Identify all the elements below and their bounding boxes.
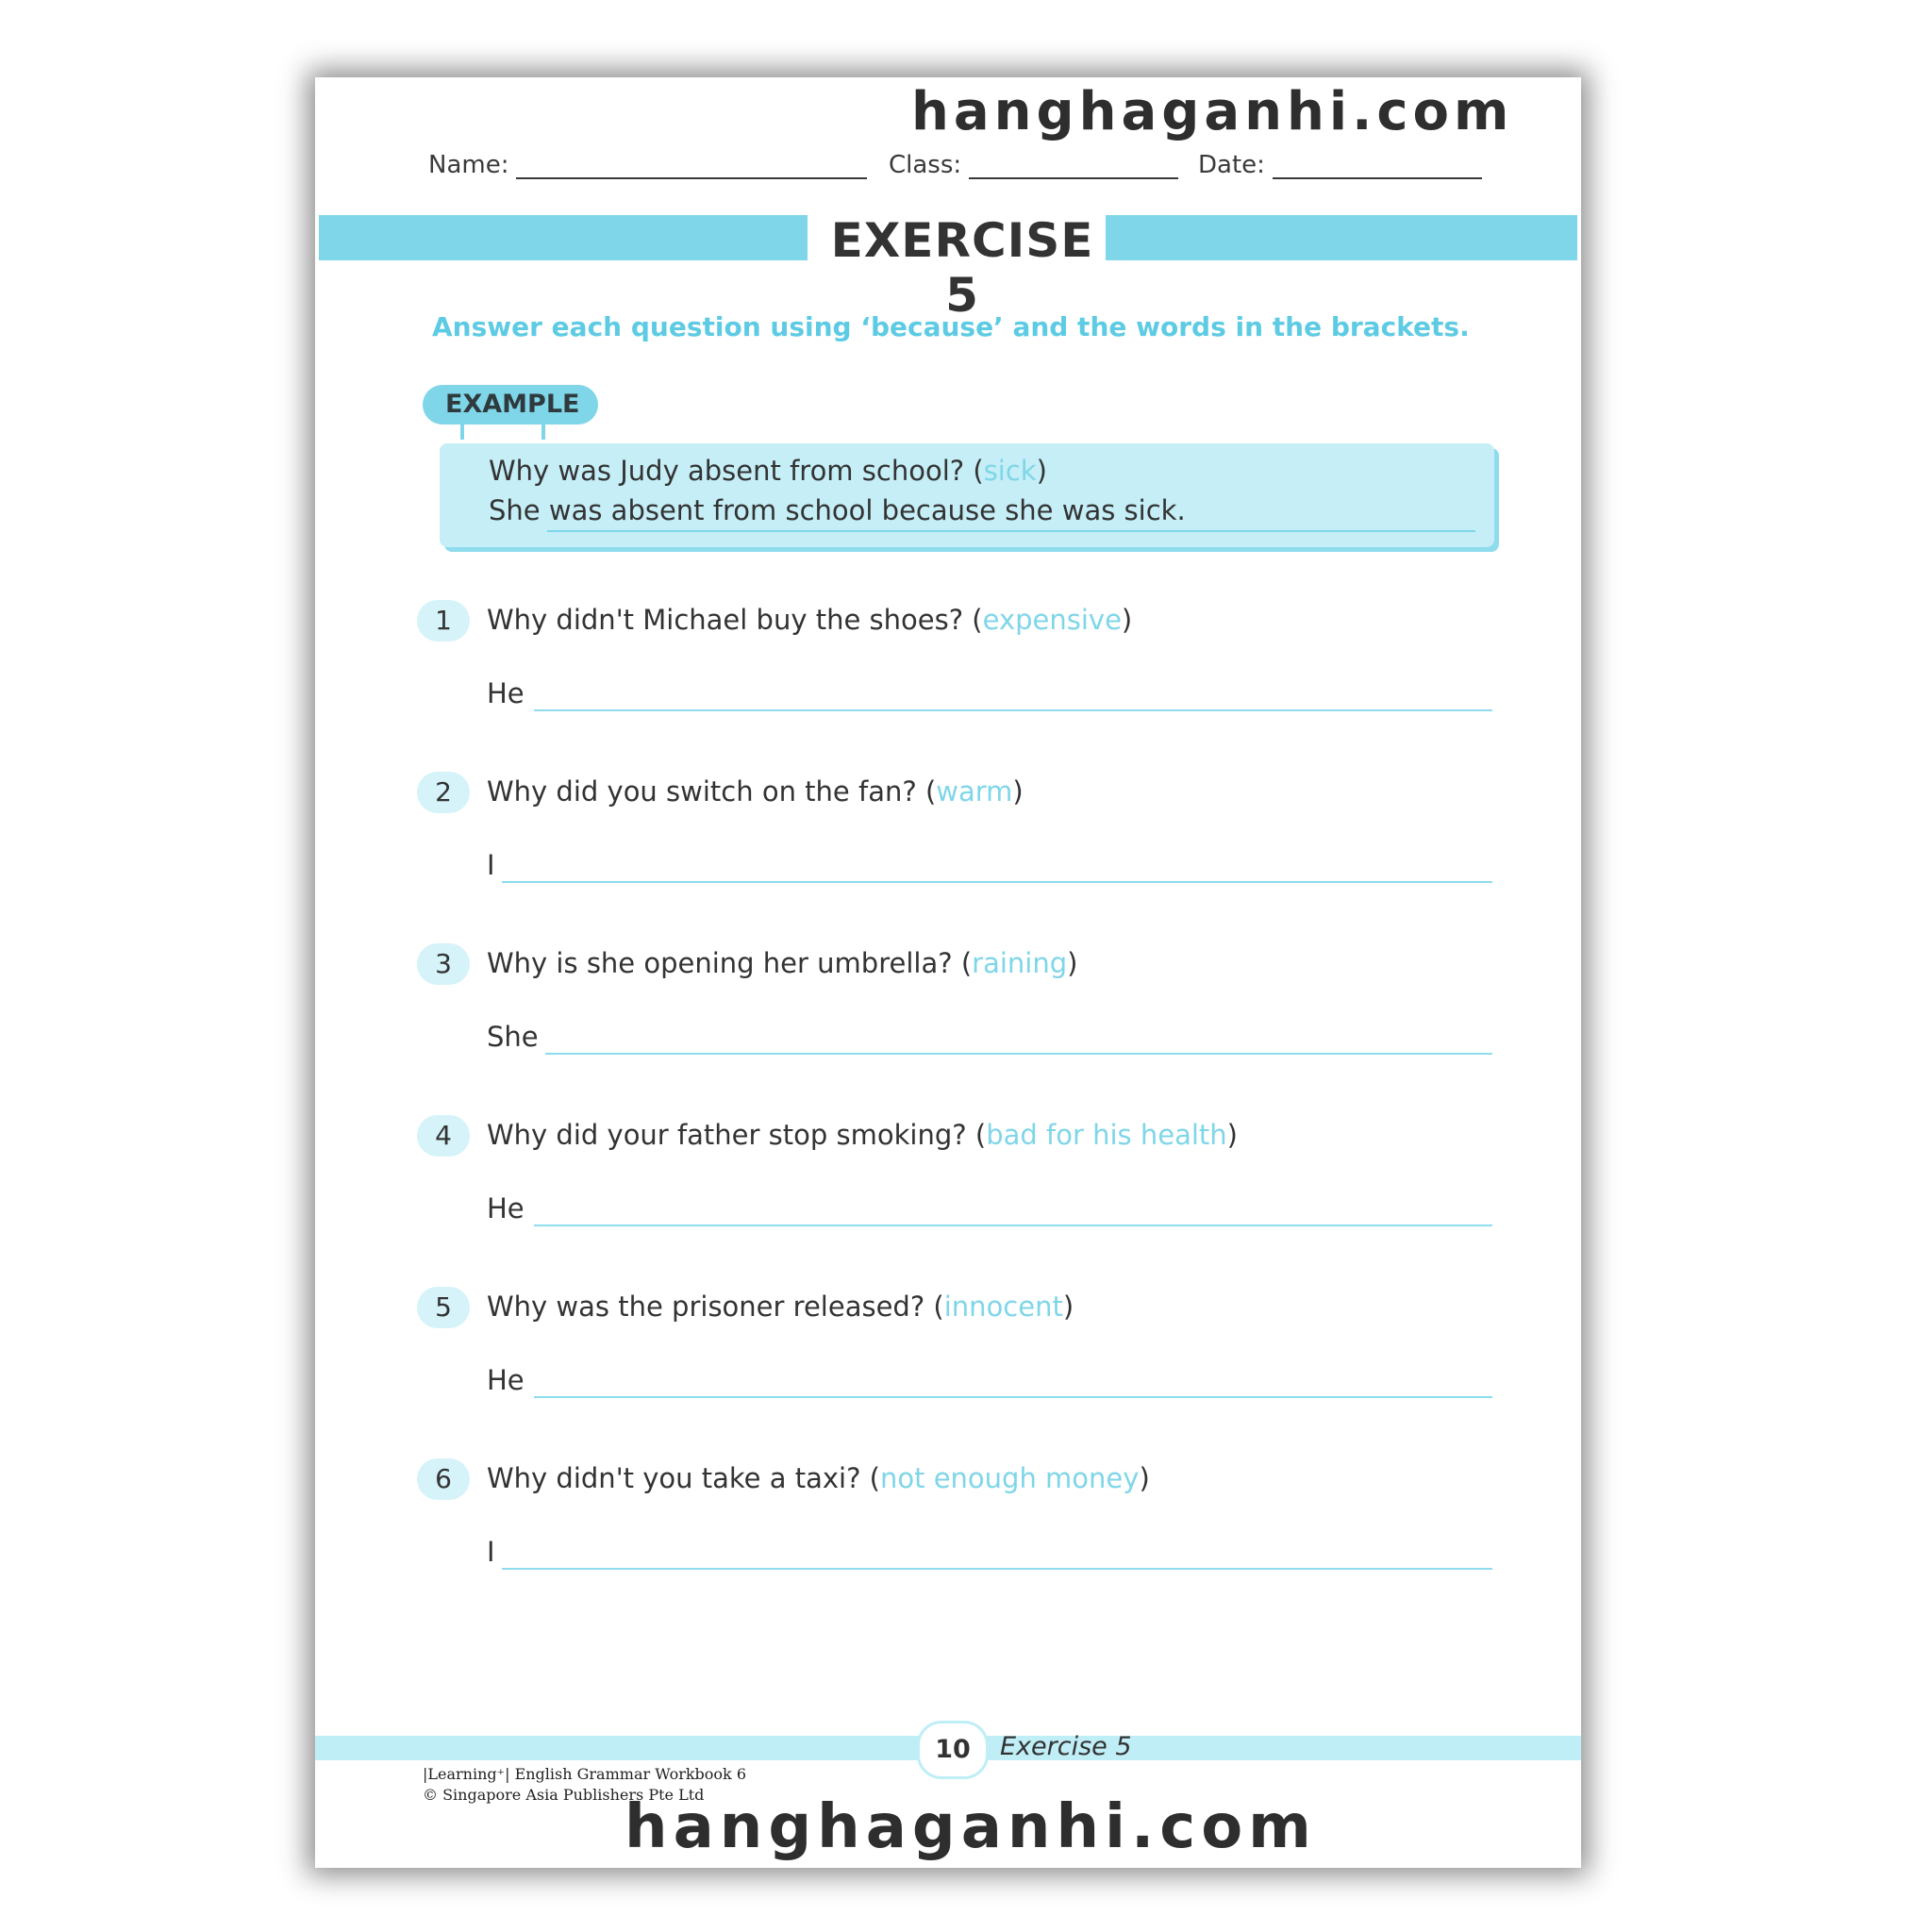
question-hint: not enough money bbox=[880, 1462, 1140, 1494]
question-item bbox=[417, 772, 1492, 885]
answer-start: I bbox=[487, 1536, 495, 1568]
question-item bbox=[417, 943, 1492, 1057]
footer-label: Exercise 5 bbox=[1000, 1732, 1132, 1761]
question-hint: expensive bbox=[982, 604, 1122, 636]
date-line[interactable] bbox=[1273, 155, 1482, 179]
question-item bbox=[417, 1458, 1492, 1572]
watermark-bottom: hanghaganhi.com bbox=[625, 1792, 1317, 1862]
question-number: 6 bbox=[417, 1458, 470, 1500]
question-number: 2 bbox=[417, 772, 470, 813]
answer-line[interactable] bbox=[502, 1568, 1492, 1570]
date-field bbox=[1198, 151, 1482, 179]
question-text: Why didn't you take a taxi? (not enough money) bbox=[487, 1462, 1150, 1494]
answer-line[interactable] bbox=[534, 1396, 1492, 1398]
question-item bbox=[417, 1115, 1492, 1228]
class-field bbox=[889, 151, 1178, 179]
answer-line[interactable] bbox=[534, 709, 1492, 711]
imprint-line: |Learning⁺| English Grammar Workbook 6 bbox=[423, 1765, 747, 1783]
question-text: Why did you switch on the fan? (warm) bbox=[487, 775, 1024, 808]
question-text: Why was the prisoner released? (innocent) bbox=[487, 1291, 1074, 1323]
name-label: Name: bbox=[428, 151, 509, 179]
question-item bbox=[417, 600, 1492, 713]
page-number: 10 bbox=[917, 1721, 989, 1779]
example-answer-line bbox=[547, 530, 1475, 532]
name-field bbox=[428, 151, 867, 179]
example-hint: sick bbox=[983, 455, 1037, 487]
example-tab: EXAMPLE bbox=[423, 385, 598, 425]
class-label: Class: bbox=[889, 151, 962, 179]
question-item bbox=[417, 1287, 1492, 1400]
question-number: 4 bbox=[417, 1115, 470, 1157]
title-band-left bbox=[319, 215, 808, 260]
question-text: Why didn't Michael buy the shoes? (expensive) bbox=[487, 604, 1133, 636]
answer-line[interactable] bbox=[502, 881, 1492, 883]
page-title: EXERCISE 5 bbox=[830, 213, 1094, 323]
example-tab-leg bbox=[541, 421, 545, 440]
question-number: 5 bbox=[417, 1287, 470, 1328]
answer-start: He bbox=[487, 1364, 525, 1396]
answer-line[interactable] bbox=[534, 1224, 1492, 1226]
example-question: Why was Judy absent from school? (sick) bbox=[489, 455, 1047, 487]
question-hint: bad for his health bbox=[986, 1119, 1227, 1151]
question-hint: warm bbox=[936, 775, 1013, 808]
answer-start: He bbox=[487, 1192, 525, 1224]
class-line[interactable] bbox=[969, 155, 1178, 179]
answer-start: He bbox=[487, 677, 525, 709]
title-band-right bbox=[1106, 215, 1577, 260]
imprint-line: © Singapore Asia Publishers Pte Ltd bbox=[423, 1786, 705, 1804]
question-number: 1 bbox=[417, 600, 470, 641]
question-number: 3 bbox=[417, 943, 470, 985]
instruction-text: Answer each question using ‘because’ and the words in the brackets. bbox=[432, 311, 1470, 342]
name-line[interactable] bbox=[516, 155, 867, 179]
date-label: Date: bbox=[1198, 151, 1265, 179]
answer-start: She bbox=[487, 1021, 539, 1053]
question-text: Why is she opening her umbrella? (raining) bbox=[487, 947, 1078, 979]
question-hint: innocent bbox=[943, 1291, 1063, 1323]
example-answer: She was absent from school because she was sick. bbox=[489, 494, 1186, 526]
answer-line[interactable] bbox=[545, 1053, 1492, 1055]
example-tab-leg bbox=[460, 421, 464, 440]
watermark-top: hanghaganhi.com bbox=[911, 81, 1514, 142]
question-text: Why did your father stop smoking? (bad for his health) bbox=[487, 1119, 1238, 1151]
question-hint: raining bbox=[972, 947, 1068, 979]
example-box bbox=[440, 443, 1494, 547]
answer-start: I bbox=[487, 849, 495, 881]
